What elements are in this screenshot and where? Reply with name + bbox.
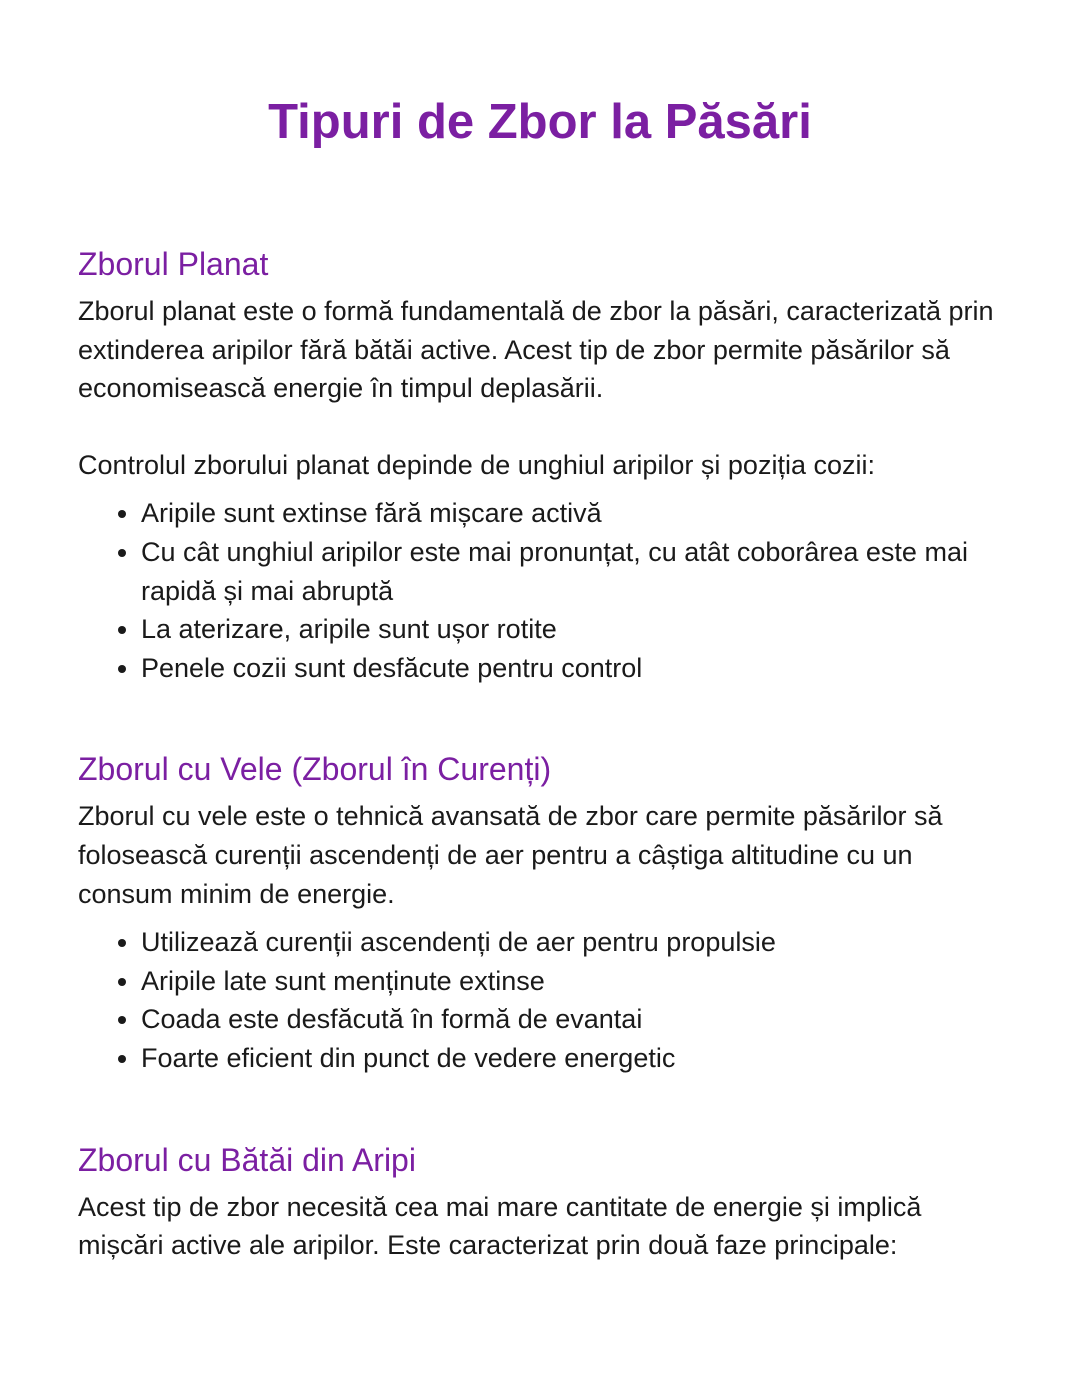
list-item: • Foarte eficient din punct de vedere energetic [141, 1039, 1002, 1078]
list-item: • Coada este desfăcută în formă de evantai [141, 1000, 1002, 1039]
section-heading: Zborul cu Vele (Zborul în Curenți) [78, 751, 552, 788]
list-item: • La aterizare, aripile sunt ușor rotite [141, 610, 1002, 649]
list-item: • Penele cozii sunt desfăcute pentru control [141, 649, 1002, 688]
section-soaring [78, 749, 1002, 1077]
section-gliding [78, 244, 1002, 687]
list-item: • Aripile late sunt menținute extinse [141, 962, 1002, 1001]
list-item: • Aripile sunt extinse fără mișcare activă [141, 494, 1002, 533]
list-item: • Utilizează curenții ascendenți de aer pentru propulsie [141, 923, 1002, 962]
paragraph: Acest tip de zbor necesită cea mai mare cantitate de energie și implică mișcări active ale aripilor. Este caracterizat prin două faze principale: [78, 1191, 922, 1261]
bullet-list [78, 494, 1002, 687]
list-item: • Cu cât unghiul aripilor este mai pronunțat, cu atât coborârea este mai rapidă și mai abruptă [141, 533, 1002, 610]
paragraph: Zborul planat este o formă fundamentală de zbor la păsări, caracterizată prin extinderea aripilor fără bătăi active. Acest tip de zbor permite păsărilor să economisească energie în timpul deplasării. [78, 296, 994, 404]
paragraph: Controlul zborului planat depinde de unghiul aripilor și poziția cozii: [78, 449, 875, 480]
section-heading: Zborul cu Bătăi din Aripi [78, 1141, 416, 1178]
page-title: Tipuri de Zbor la Păsări [268, 95, 812, 149]
paragraph: Zborul cu vele este o tehnică avansată de zbor care permite păsărilor să folosească curenții ascendenți de aer pentru a câștiga altitudine cu un consum minim de energie. [78, 801, 943, 909]
section-flapping [78, 1140, 1002, 1265]
section-heading: Zborul Planat [78, 246, 269, 282]
bullet-list [78, 923, 1002, 1077]
